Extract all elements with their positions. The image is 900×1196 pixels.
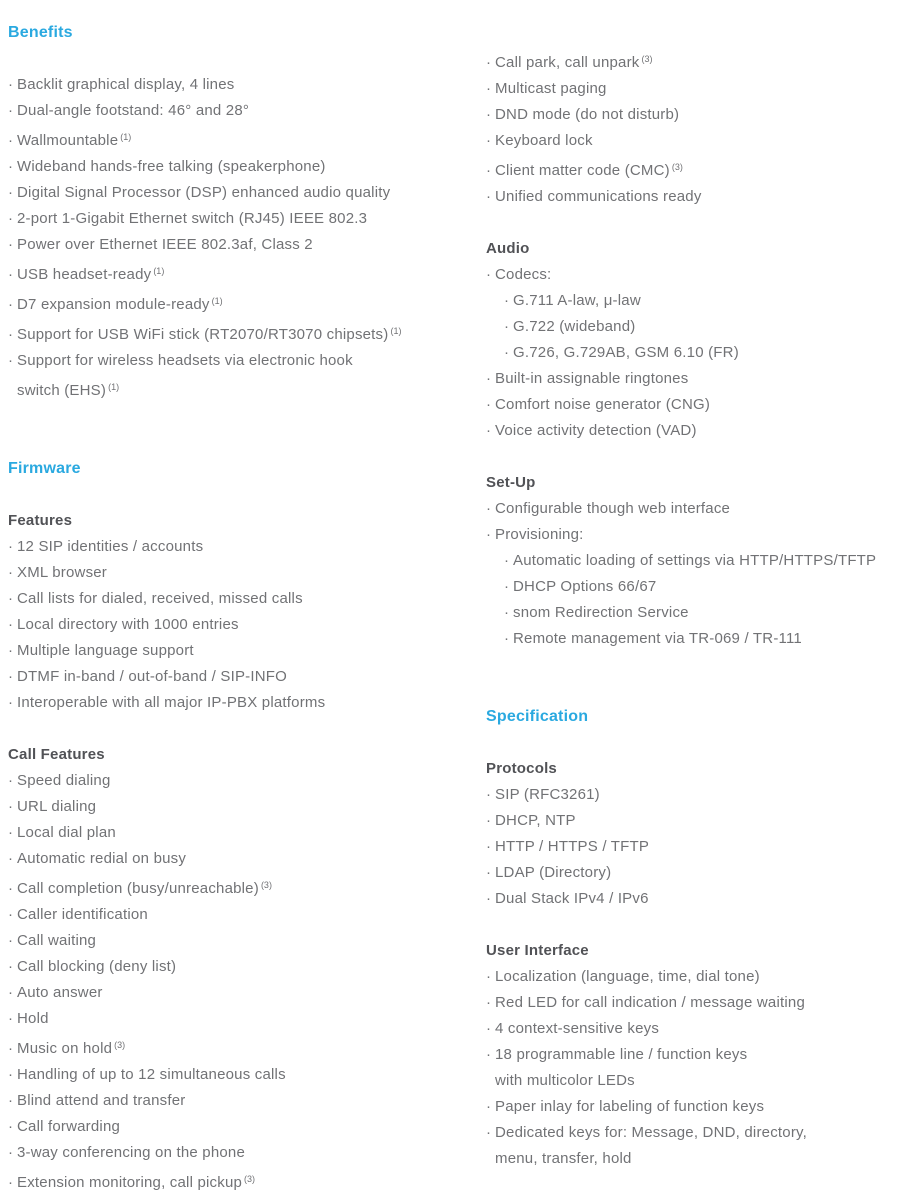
bullet-glyph: · (8, 538, 14, 555)
list-subitem (486, 314, 900, 340)
list-item (486, 834, 900, 860)
list-item (8, 902, 486, 928)
audio-list (486, 262, 900, 444)
list-item (8, 232, 486, 258)
item-text: DHCP, NTP (495, 812, 576, 829)
item-text: Hold (17, 1010, 49, 1027)
list-item (486, 366, 900, 392)
list-item (8, 288, 486, 318)
list-item (486, 262, 900, 288)
item-text: Red LED for call indication / message waiting (495, 994, 805, 1011)
bullet-glyph: · (8, 616, 14, 633)
bullet-glyph: · (8, 102, 14, 119)
bullet-glyph: · (486, 968, 492, 985)
item-text: LDAP (Directory) (495, 864, 612, 881)
list-item (486, 808, 900, 834)
list-item (8, 348, 486, 404)
item-line-continued (486, 1068, 900, 1094)
item-text: Paper inlay for labeling of function keys (495, 1098, 765, 1115)
bullet-glyph: · (8, 1144, 14, 1161)
bullet-glyph: · (486, 786, 492, 803)
item-text: XML browser (17, 564, 108, 581)
item-text: Support for USB WiFi stick (RT2070/RT3070 chipsets) (17, 326, 389, 343)
footnote-ref: (1) (153, 266, 165, 276)
footnote-ref: (1) (108, 382, 120, 392)
list-subitem (486, 600, 900, 626)
list-item (486, 392, 900, 418)
firmware-title: Firmware (8, 460, 81, 477)
list-item (8, 872, 486, 902)
bullet-glyph: · (8, 352, 14, 369)
item-text: G.726, G.729AB, GSM 6.10 (FR) (513, 344, 739, 361)
bullet-glyph: · (504, 292, 510, 309)
item-text: Call blocking (deny list) (17, 958, 177, 975)
item-text: Local directory with 1000 entries (17, 616, 239, 633)
bullet-glyph: · (486, 500, 492, 517)
list-item (486, 496, 900, 522)
footnote-ref: (1) (120, 132, 132, 142)
bullet-glyph: · (504, 318, 510, 335)
list-item (8, 664, 486, 690)
item-line (486, 1120, 900, 1146)
footnote-ref: (3) (671, 162, 683, 172)
setup-heading: Set-Up (486, 474, 536, 491)
list-subitem (486, 548, 900, 574)
bullet-glyph: · (8, 932, 14, 949)
bullet-glyph: · (486, 994, 492, 1011)
list-item (8, 928, 486, 954)
list-item (486, 1094, 900, 1120)
list-item (8, 206, 486, 232)
footnote-ref: (3) (641, 54, 653, 64)
bullet-glyph: · (8, 184, 14, 201)
bullet-glyph: · (486, 864, 492, 881)
list-item (486, 886, 900, 912)
bullet-glyph: · (504, 604, 510, 621)
bullet-glyph: · (8, 296, 14, 313)
bullet-glyph: · (8, 326, 14, 343)
bullet-glyph: · (8, 1092, 14, 1109)
list-subitem (486, 626, 900, 652)
list-item (486, 102, 900, 128)
bullet-glyph: · (8, 642, 14, 659)
list-item (8, 318, 486, 348)
bullet-glyph: · (486, 396, 492, 413)
protocols-heading: Protocols (486, 760, 557, 777)
bullet-glyph: · (8, 824, 14, 841)
features-heading: Features (8, 512, 73, 529)
list-item (8, 72, 486, 98)
specification-title: Specification (486, 708, 589, 725)
item-text: Handling of up to 12 simultaneous calls (17, 1066, 286, 1083)
footnote-ref: (3) (114, 1040, 126, 1050)
list-item (486, 128, 900, 154)
item-text: Voice activity detection (VAD) (495, 422, 697, 439)
bullet-glyph: · (8, 880, 14, 897)
item-text: Multiple language support (17, 642, 194, 659)
list-item (486, 782, 900, 808)
item-text: 3-way conferencing on the phone (17, 1144, 246, 1161)
bullet-glyph: · (8, 1066, 14, 1083)
bullet-glyph: · (8, 772, 14, 789)
list-item (8, 638, 486, 664)
item-text: Backlit graphical display, 4 lines (17, 76, 235, 93)
list-item (8, 258, 486, 288)
list-item (8, 534, 486, 560)
list-item (8, 954, 486, 980)
bullet-glyph: · (8, 984, 14, 1001)
bullet-glyph: · (8, 668, 14, 685)
right-column (486, 46, 900, 1196)
item-text: Speed dialing (17, 772, 111, 789)
list-item (8, 1114, 486, 1140)
bullet-glyph: · (8, 850, 14, 867)
item-line-continued (8, 374, 486, 404)
item-text: Call lists for dialed, received, missed calls (17, 590, 303, 607)
bullet-glyph: · (486, 80, 492, 97)
item-text: Configurable though web interface (495, 500, 731, 517)
item-text: Call waiting (17, 932, 97, 949)
item-text: Automatic loading of settings via HTTP/HTTPS/TFTP (513, 552, 877, 569)
item-text: DND mode (do not disturb) (495, 106, 680, 123)
footnote-ref: (3) (260, 880, 272, 890)
item-text: Call completion (busy/unreachable) (17, 880, 259, 897)
bullet-glyph: · (8, 158, 14, 175)
item-text: Comfort noise generator (CNG) (495, 396, 711, 413)
bullet-glyph: · (504, 630, 510, 647)
bullet-glyph: · (8, 906, 14, 923)
bullet-glyph: · (486, 370, 492, 387)
item-text: Call park, call unpark (495, 54, 640, 71)
item-text: SIP (RFC3261) (495, 786, 600, 803)
protocols-list (486, 782, 900, 912)
item-text: Built-in assignable ringtones (495, 370, 689, 387)
list-item (486, 964, 900, 990)
list-item (486, 1120, 900, 1172)
list-item (8, 820, 486, 846)
list-item (486, 1016, 900, 1042)
bullet-glyph: · (486, 812, 492, 829)
list-item (8, 1062, 486, 1088)
bullet-glyph: · (486, 838, 492, 855)
list-item (8, 560, 486, 586)
item-text: Music on hold (17, 1040, 113, 1057)
item-text: G.722 (wideband) (513, 318, 636, 335)
footnote-ref: (3) (244, 1174, 256, 1184)
bullet-glyph: · (486, 1046, 492, 1063)
bullet-glyph: · (8, 132, 14, 149)
list-item (8, 98, 486, 124)
list-item (8, 180, 486, 206)
bullet-glyph: · (486, 106, 492, 123)
bullet-glyph: · (486, 132, 492, 149)
bullet-glyph: · (8, 1010, 14, 1027)
bullet-glyph: · (8, 958, 14, 975)
item-text: HTTP / HTTPS / TFTP (495, 838, 650, 855)
item-text: Support for wireless headsets via electronic hook (17, 352, 353, 369)
list-item (8, 768, 486, 794)
item-text: Power over Ethernet IEEE 802.3af, Class 2 (17, 236, 313, 253)
item-text: 12 SIP identities / accounts (17, 538, 204, 555)
bullet-glyph: · (8, 1118, 14, 1135)
item-text: Blind attend and transfer (17, 1092, 186, 1109)
list-subitem (486, 574, 900, 600)
item-text: Digital Signal Processor (DSP) enhanced audio quality (17, 184, 391, 201)
bullet-glyph: · (504, 552, 510, 569)
item-line (486, 1042, 900, 1068)
item-text: 18 programmable line / function keys (495, 1046, 748, 1063)
item-text: Provisioning: (495, 526, 584, 543)
item-text: Multicast paging (495, 80, 607, 97)
item-text: Wideband hands-free talking (speakerphone) (17, 158, 326, 175)
item-text: Wallmountable (17, 132, 119, 149)
item-text: menu, transfer, hold (495, 1150, 632, 1167)
item-text: Localization (language, time, dial tone) (495, 968, 760, 985)
item-text: URL dialing (17, 798, 97, 815)
list-item (486, 1042, 900, 1094)
bullet-glyph: · (486, 1020, 492, 1037)
list-item (8, 980, 486, 1006)
item-line (8, 348, 486, 374)
bullet-glyph: · (486, 54, 492, 71)
list-item (8, 154, 486, 180)
list-item (486, 522, 900, 548)
bullet-glyph: · (8, 266, 14, 283)
list-item (8, 1166, 486, 1196)
audio-heading: Audio (486, 240, 530, 257)
item-text: Dual-angle footstand: 46° and 28° (17, 102, 250, 119)
item-text: Client matter code (CMC) (495, 162, 670, 179)
list-item (8, 1088, 486, 1114)
list-item (486, 76, 900, 102)
list-item (8, 586, 486, 612)
setup-list (486, 496, 900, 652)
bullet-glyph: · (486, 266, 492, 283)
list-item (486, 46, 900, 76)
item-text: Auto answer (17, 984, 103, 1001)
call-features-continued-list (486, 46, 900, 210)
list-item (486, 154, 900, 184)
item-text: with multicolor LEDs (495, 1072, 635, 1089)
item-text: 2-port 1-Gigabit Ethernet switch (RJ45) IEEE 802.3 (17, 210, 368, 227)
item-text: DTMF in-band / out-of-band / SIP-INFO (17, 668, 287, 685)
item-text: D7 expansion module-ready (17, 296, 210, 313)
user-interface-list (486, 964, 900, 1172)
bullet-glyph: · (8, 694, 14, 711)
item-text: switch (EHS) (17, 382, 107, 399)
item-text: Dual Stack IPv4 / IPv6 (495, 890, 649, 907)
bullet-glyph: · (486, 1098, 492, 1115)
item-line-continued (486, 1146, 900, 1172)
bullet-glyph: · (486, 1124, 492, 1141)
list-item (8, 1140, 486, 1166)
item-text: USB headset-ready (17, 266, 152, 283)
bullet-glyph: · (8, 590, 14, 607)
benefits-title: Benefits (8, 24, 73, 41)
item-text: Local dial plan (17, 824, 116, 841)
item-text: 4 context-sensitive keys (495, 1020, 660, 1037)
item-text: Codecs: (495, 266, 552, 283)
list-item (486, 990, 900, 1016)
list-item (8, 612, 486, 638)
item-text: Remote management via TR-069 / TR-111 (513, 630, 802, 647)
bullet-glyph: · (486, 890, 492, 907)
item-text: Call forwarding (17, 1118, 121, 1135)
user-interface-heading: User Interface (486, 942, 589, 959)
item-text: Keyboard lock (495, 132, 593, 149)
bullet-glyph: · (504, 578, 510, 595)
benefits-list (8, 72, 486, 404)
bullet-glyph: · (486, 526, 492, 543)
list-subitem (486, 340, 900, 366)
bullet-glyph: · (8, 210, 14, 227)
list-item (8, 124, 486, 154)
bullet-glyph: · (8, 76, 14, 93)
item-text: Unified communications ready (495, 188, 702, 205)
bullet-glyph: · (486, 188, 492, 205)
features-list (8, 534, 486, 716)
bullet-glyph: · (8, 1174, 14, 1191)
bullet-glyph: · (8, 798, 14, 815)
bullet-glyph: · (8, 236, 14, 253)
list-item (486, 184, 900, 210)
item-text: snom Redirection Service (513, 604, 689, 621)
bullet-glyph: · (8, 1040, 14, 1057)
bullet-glyph: · (486, 162, 492, 179)
list-item (8, 1006, 486, 1032)
list-subitem (486, 288, 900, 314)
call-features-list (8, 768, 486, 1196)
list-item (486, 860, 900, 886)
list-item (8, 1032, 486, 1062)
list-item (8, 846, 486, 872)
bullet-glyph: · (504, 344, 510, 361)
left-column (8, 20, 486, 1196)
footnote-ref: (1) (211, 296, 223, 306)
item-text: Interoperable with all major IP-PBX platforms (17, 694, 326, 711)
item-text: Extension monitoring, call pickup (17, 1174, 243, 1191)
item-text: DHCP Options 66/67 (513, 578, 657, 595)
list-item (8, 690, 486, 716)
list-item (486, 418, 900, 444)
item-text: Automatic redial on busy (17, 850, 187, 867)
bullet-glyph: · (8, 564, 14, 581)
list-item (8, 794, 486, 820)
item-text: G.711 A-law, μ-law (513, 292, 641, 309)
call-features-heading: Call Features (8, 746, 105, 763)
bullet-glyph: · (486, 422, 492, 439)
item-text: Caller identification (17, 906, 148, 923)
footnote-ref: (1) (390, 326, 402, 336)
item-text: Dedicated keys for: Message, DND, directory, (495, 1124, 807, 1141)
